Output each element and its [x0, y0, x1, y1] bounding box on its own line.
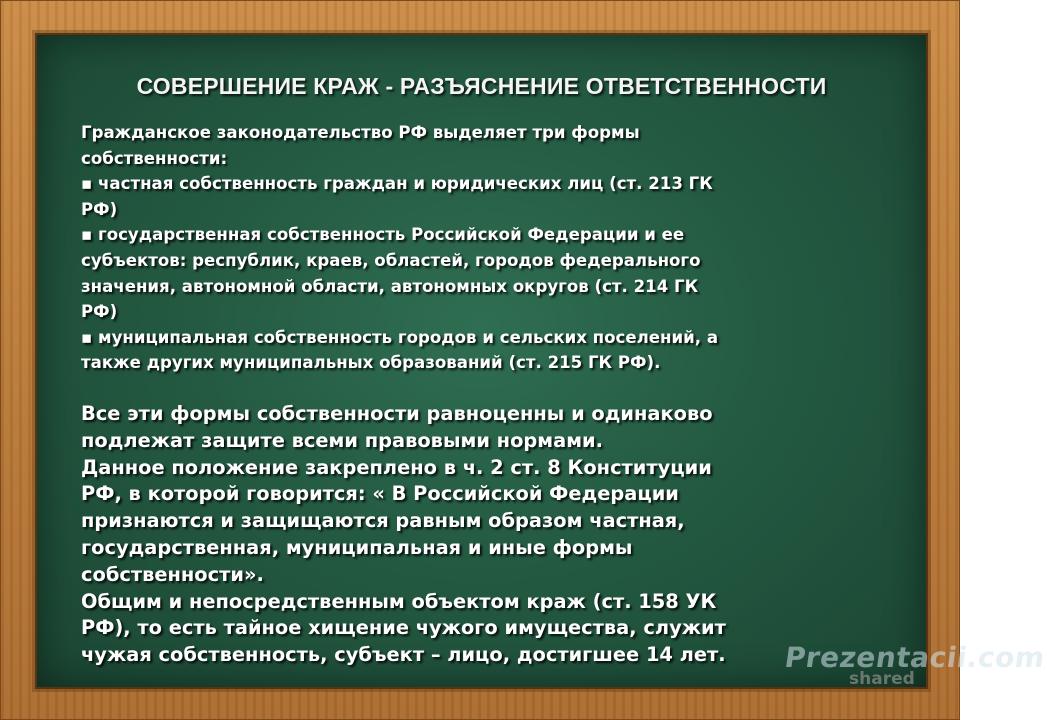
text-line: собственности».: [81, 562, 264, 586]
text-line: РФ), то есть тайное хищение чужого имущества, служит: [81, 616, 726, 640]
bullet-line: ▪ государственная собственность Российской Федерации и ее: [81, 225, 685, 245]
text-line: подлежат защите всеми правовыми нормами.: [81, 428, 604, 452]
chalkboard: [35, 33, 928, 689]
watermark-site: Prezentacii.com: [782, 641, 1047, 674]
text-line: РФ): [81, 302, 118, 322]
text-line: РФ): [81, 199, 118, 219]
text-line: РФ, в которой говорится: « В Российской Федерации: [81, 482, 679, 506]
protection-text: [81, 401, 887, 669]
text-line: собственности:: [81, 148, 228, 168]
text-line: признаются и защищаются равным образом частная,: [81, 509, 685, 533]
text-line: государственная, муниципальная и иные формы: [81, 535, 633, 559]
property-forms-text: [81, 120, 887, 376]
slide-title: СОВЕРШЕНИЕ КРАЖ - РАЗЪЯСНЕНИЕ ОТВЕТСТВЕННОСТИ: [136, 73, 827, 99]
bullet-line: ▪ частная собственность граждан и юридических лиц (ст. 213 ГК: [81, 174, 713, 194]
text-line: Все эти формы собственности равноценны и одинаково: [81, 402, 713, 425]
text-line: чужая собственность, субъект – лицо, достигшее 14 лет.: [81, 643, 726, 667]
text-line: Общим и непосредственным объектом краж (ст. 158 УК: [81, 589, 717, 613]
text-line: Гражданское законодательство РФ выделяет три формы: [81, 123, 640, 142]
bullet-line: ▪ муниципальная собственность городов и сельских поселений, а: [81, 327, 719, 347]
text-line: субъектов: республик, краев, областей, городов федерального: [81, 250, 701, 270]
text-line: также других муниципальных образований (ст. 215 ГК РФ).: [81, 353, 661, 373]
text-line: Данное положение закреплено в ч. 2 ст. 8 Конституции: [81, 455, 712, 479]
text-line: значения, автономной области, автономных округов (ст. 214 ГК: [81, 276, 699, 296]
watermark-shared: shared: [849, 669, 915, 689]
